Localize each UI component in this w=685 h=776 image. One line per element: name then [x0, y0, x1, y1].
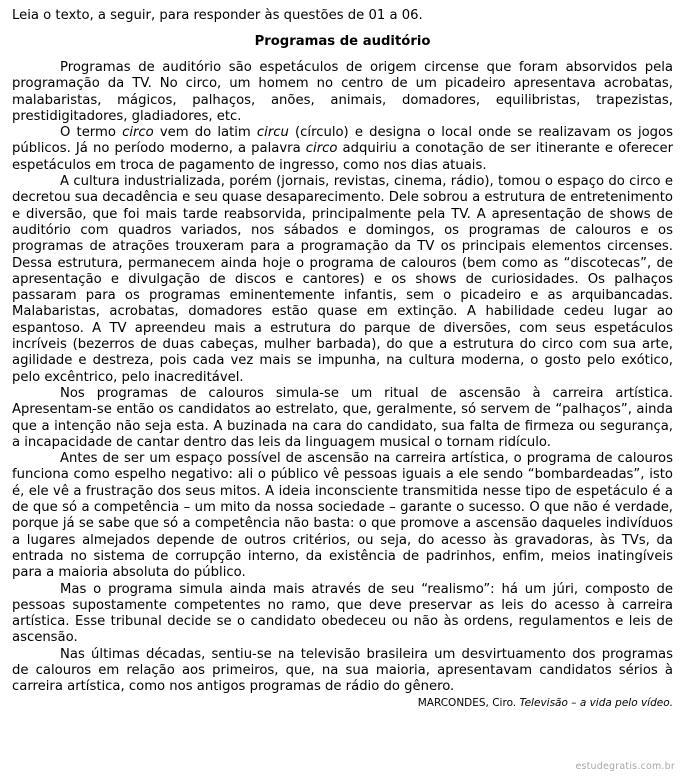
page-title: Programas de auditório [254, 34, 431, 49]
intro-instruction: Leia o texto, a seguir, para responder às questões de 01 a 06. [12, 8, 423, 23]
paragraph-4: Nos programas de calouros simula-se um ritual de ascensão à carreira artística. Apresentam-se então os candidatos ao estrelato, que, geralmente, só servem de “palhaços”, ainda que a intenção não seja esta. A buzinada na cara do candidato, sua falta de firmeza ou segurança, a incapacidade de cantar dentro das leis da linguagem musical o tornam ridículo. [12, 385, 673, 450]
paragraph-7: Nas últimas décadas, sentiu-se na televisão brasileira um desvirtuamento dos programas de calouros em relação aos primeiros, que, na sua maioria, apresentavam candidatos sérios à carreira artística, como nos antigos programas de rádio do gênero. [12, 646, 673, 695]
paragraph-3: A cultura industrializada, porém (jornais, revistas, cinema, rádio), tomou o espaço do circo e decretou sua decadência e seu quase desaparecimento. Dele sobrou a estrutura de entretenimento e diversão, que foi mais tarde reabsorvida, principalmente pela TV. A apresentação de shows de auditório com quadros variados, nos sábados e domingos, os programas de calouros e os programas de atrações trouxeram para a programação da TV os principais elementos circenses. Dessa estrutura, permanecem ainda hoje o programa de calouros (bem como as “discotecas”, de apresentação e divulgação de discos e cantores) e os shows de curiosidades. Os palhaços passaram para os programas eminentemente infantis, sem o picadeiro e as arquibancadas. Malabaristas, acrobatas, domadores estão quase em extinção. A habilidade cedeu lugar ao espantoso. A TV apreendeu mais a estrutura do parque de diversões, com seus espetáculos incríveis (bezerros de duas cabeças, mulher barbada), do que a estrutura do circo com sua arte, agilidade e destreza, pois cada vez mais se impunha, na cultura moderna, o gosto pelo exótico, pelo excêntrico, pelo inacreditável. [12, 174, 673, 385]
document-page [12, 8, 673, 710]
watermark: estudegratis.com.br [575, 761, 675, 772]
paragraph-1: Programas de auditório são espetáculos de origem circense que foram absorvidos pela programação da TV. No circo, um homem no centro de um picadeiro apresentava acrobatas, malabaristas, mágicos, palhaços, anões, animais, domadores, equilibristas, trapezistas, prestidigitadores, gladiadores, etc. [12, 60, 673, 124]
paragraph-2: O termo circo vem do latim circu (círculo) e designa o local onde se realizavam os jogos públicos. Já no período moderno, a palavra circo adquiriu a conotação de ser itinerante e oferecer espetáculos em troca de pagamento de ingresso, como nos dias atuais. [12, 125, 674, 173]
citation [12, 697, 673, 710]
citation-work: Televisão – a vida pelo vídeo. [519, 696, 673, 709]
paragraph-5: Antes de ser um espaço possível de ascensão na carreira artística, o programa de calouros funciona como espelho negativo: ali o público vê pessoas iguais a ele sendo “bombardeadas”, isto é, ele vê a frustração dos seus mitos. A ideia inconsciente transmitida nesse tipo de espetáculo é a de que só a competência – um mito da nossa sociedade – garante o sucesso. O que não é verdade, porque já se sabe que só a competência não basta: o que promove a ascensão daqueles indivíduos a lugares almejados depende de outros critérios, ou seja, do acesso às gravadoras, às TVs, da entrada no sistema de corrupção interno, da existência de padrinhos, enfim, meios inatingíveis para a maioria absoluta do público. [12, 451, 673, 581]
paragraph-6: Mas o programa simula ainda mais através de seu “realismo”: há um júri, composto de pessoas supostamente competentes no ramo, que deve preservar as leis do acesso à carreira artística. Esse tribunal decide se o candidato obedeceu ou não às ordens, regulamentos e leis de ascensão. [12, 581, 673, 646]
article-body [12, 60, 673, 696]
citation-author: MARCONDES, Ciro. [417, 696, 520, 709]
